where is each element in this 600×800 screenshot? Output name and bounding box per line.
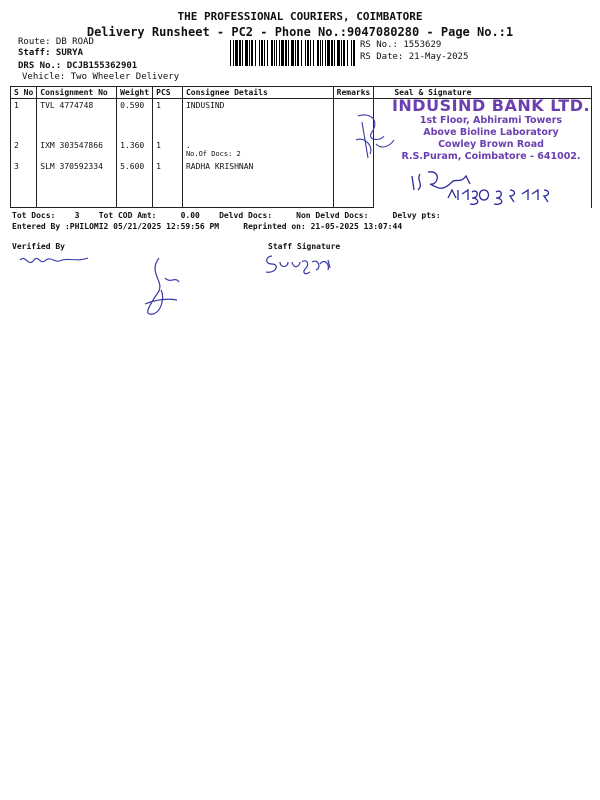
verified-by-label: Verified By [12,242,65,251]
company-title: THE PROFESSIONAL COURIERS, COIMBATORE [177,10,423,23]
rs-number: RS No.: 1553629 [360,40,442,50]
barcode-bar [343,40,345,66]
barcode-bar [313,40,314,66]
barcode-bar [320,40,321,66]
rs-date: RS Date: 21-May-2025 [360,52,469,62]
receiver-initials-scribble [350,110,400,162]
barcode-bar [341,40,342,66]
row-consignee [182,139,333,160]
barcode-bar [281,40,284,66]
barcode-bar [261,40,263,66]
docs-count: No.Of Docs: 2 [185,149,241,158]
col-sno: S No [11,87,37,99]
barcode-bar [274,40,275,66]
verifier-signature [18,250,90,270]
col-consignment: Consignment No [37,87,117,99]
staff-initials-signature [135,254,187,320]
route-label: Route: DB ROAD [18,37,94,47]
barcode-bar [297,40,299,66]
row-pcs: 1 [153,160,183,208]
barcode-bar [327,40,330,66]
barcode-bar [317,40,319,66]
stamp-bank-name: INDUSIND BANK LTD. [391,96,591,115]
barcode-bar [337,40,340,66]
staff-signature-label: Staff Signature [268,242,341,251]
barcode-bar [325,40,326,66]
col-consignee: Consignee Details [182,87,333,99]
stamp-address-2: Above Bioline Laboratory [423,127,559,138]
barcode-bar [271,40,273,66]
barcode-bar [347,40,348,66]
stamp-address-1: 1st Floor, Abhirami Towers [419,115,563,126]
row-weight: 5.600 [117,160,153,208]
barcode-bar [249,40,250,66]
row-remarks [333,160,374,208]
barcode-bar [305,40,306,66]
row-weight: 1.360 [117,139,153,160]
barcode-bar [245,40,248,66]
row-sno: 2 [11,139,37,160]
row-sno: 3 [11,160,37,208]
barcode-bar [279,40,280,66]
barcode-bar [331,40,333,66]
receiver-handwriting [408,168,588,208]
col-remarks: Remarks [333,87,374,99]
runsheet-subtitle: Delivery Runsheet - PC2 - Phone No.:9047080280 - Page No.:1 [86,25,514,39]
barcode-bar [242,40,243,66]
row-consignment: TVL 4774748 [37,99,117,139]
barcode-bar [301,40,302,66]
stamp-address-4: R.S.Puram, Coimbatore - 641002. [401,151,581,162]
stamp-address-3: Cowley Brown Road [438,139,544,150]
drs-number: DRS No.: DCJB155362901 [18,61,138,71]
row-consignee: RADHA KRISHNAN [182,160,333,208]
barcode-bar [230,40,231,66]
consignee-name: . [185,140,191,150]
row-weight: 0.590 [117,99,153,139]
barcode-bar [310,40,311,66]
vehicle-label: Vehicle: Two Wheeler Delivery [22,72,180,82]
col-pcs: PCS [153,87,183,99]
barcode-bar [322,40,323,66]
barcode-bar [251,40,253,66]
staff-signature [262,250,342,278]
barcode-bar [285,40,287,66]
row-pcs: 1 [153,139,183,160]
barcode-bar [295,40,296,66]
row-sno: 1 [11,99,37,139]
barcode-bar [255,40,256,66]
barcode-bar [259,40,260,66]
col-weight: Weight [117,87,153,99]
barcode-bar [288,40,289,66]
barcode-bar [334,40,335,66]
row-pcs: 1 [153,99,183,139]
col-seal: Seal & Signature [374,87,592,99]
barcode-bar [235,40,238,66]
barcode-bar [267,40,268,66]
barcode-bar [351,40,352,66]
barcode-bar [276,40,277,66]
barcode-bar [264,40,265,66]
barcode-bar [239,40,241,66]
totals-line: Tot Docs: 3 Tot COD Amt: 0.00 Delvd Docs: Non Delvd Docs: Delvy pts: [12,211,441,220]
staff-label: Staff: SURYA [18,48,84,58]
barcode-bar [291,40,294,66]
bank-stamp [386,96,596,163]
entered-by-line: Entered By :PHILOMI2 05/21/2025 12:59:56 PM Reprinted on: 21-05-2025 13:07:44 [12,222,403,231]
barcode-bar [307,40,309,66]
row-consignee: INDUSIND [182,99,333,139]
barcode-bar [353,40,355,66]
barcode-bar [233,40,234,66]
row-consignment: SLM 370592334 [37,160,117,208]
barcode-image [230,40,355,66]
row-consignment: IXM 303547866 [37,139,117,160]
